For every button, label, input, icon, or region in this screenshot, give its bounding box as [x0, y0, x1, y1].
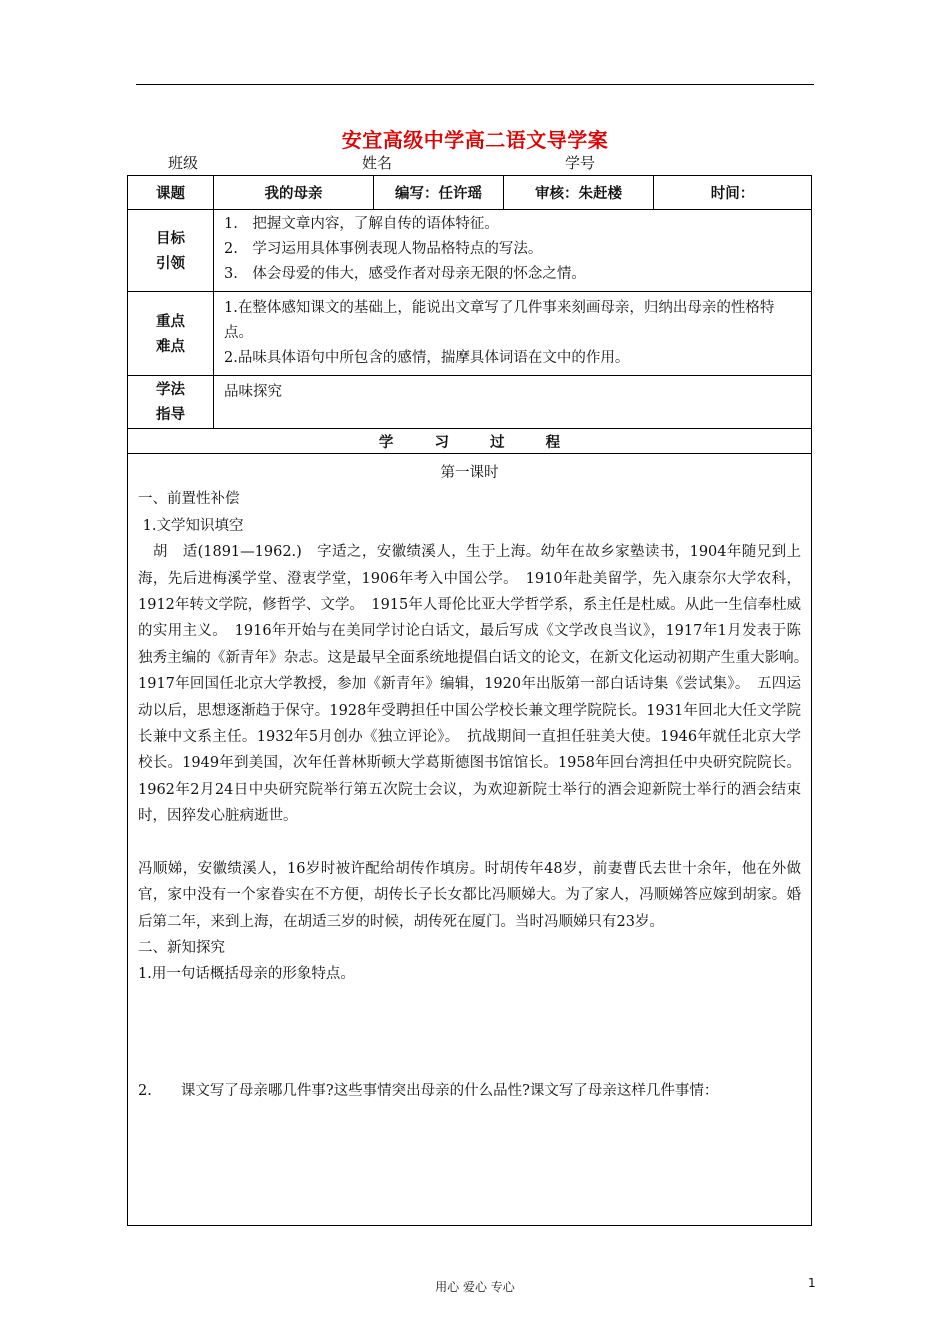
goal-item: 3. 体会母爱的伟大，感受作者对母亲无限的怀念之情。	[224, 266, 586, 282]
method-label-line2: 指导	[156, 406, 185, 423]
class-label: 班级	[168, 154, 199, 172]
keypoint-item: 2.品味具体语句中所包含的感情，揣摩具体词语在文中的作用。	[224, 350, 630, 366]
study-guide-table	[127, 175, 816, 1226]
goal-item: 1. 把握文章内容，了解自传的语体特征。	[224, 216, 499, 232]
keypoints-row	[128, 292, 812, 376]
process-heading	[128, 429, 812, 454]
process-row	[128, 429, 812, 454]
keypoints-label-line1: 重点	[156, 312, 185, 330]
top-rule	[136, 84, 814, 85]
goals-label	[128, 210, 214, 292]
name-label: 姓名	[362, 154, 393, 172]
author-text: 编写：任许瑶	[395, 185, 482, 202]
content-row	[128, 454, 812, 1226]
answer-space-1[interactable]	[138, 988, 801, 1078]
process-char: 学	[378, 433, 394, 451]
question-2: 2. 课文写了母亲哪几件事?这些事情突出母亲的什么品性?课文写了母亲这样几件事情：	[138, 1082, 719, 1099]
lesson-heading: 第一课时	[440, 465, 499, 481]
goal-item: 2. 学习运用具体事例表现人物品格特点的写法。	[224, 241, 543, 257]
goals-label-line2: 引领	[156, 254, 185, 272]
page-number: 1	[808, 1276, 816, 1290]
subsection-heading: 1.文学知识填空	[138, 517, 244, 534]
keypoints-label	[128, 292, 214, 376]
footer-slogan: 用心 爱心 专心	[435, 1280, 515, 1294]
process-char: 习	[434, 433, 449, 451]
page-title: 安宜高级中学高二语文导学案	[341, 128, 609, 152]
process-char: 程	[545, 433, 561, 451]
keypoint-item: 1.在整体感知课文的基础上，能说出文章写了几件事来刻画母亲，归纳出母亲的性格特点。	[224, 300, 775, 341]
keypoints-content	[214, 292, 812, 376]
time-cell: 时间：	[654, 176, 812, 210]
spacer	[138, 830, 801, 856]
method-label	[128, 376, 214, 429]
process-char: 过	[490, 433, 505, 451]
method-row	[128, 376, 812, 429]
question-1: 1.用一句话概括母亲的形象特点。	[138, 966, 355, 983]
content-cell	[128, 454, 816, 1226]
info-row	[128, 176, 812, 210]
hu-shi-bio: 胡 适(1891—1962.) 字适之，安徽绩溪人，生于上海。幼年在故乡家塾读书，1904年随兄到上海，先后进梅溪学堂、澄衷学堂，1906年考入中国公学。 1910年赴美留学，先入康奈尔大学农科，1912年转文学院，修哲学、文学。 1915年人哥伦比亚大学哲学系，系主任是杜威。从此一生信奉杜威的实用主义。 1916年开始与在美同学讨论白话文，最后写成《文学改良当议》，1917年1月发表于陈独秀主编的《新青年》杂志。这是最早全面系统地提倡白话文的论文，在新文化运动初期产生重大影响。 1917年回国任北京大学教授，参加《新青年》编辑，1920年出版第一部白话诗集《尝试集》。 五四运动以后，思想逐渐趋于保守。1928年受聘担任中国公学校长兼文理学院院长。1931年回北大任文学院长兼中文系主任。1932年5月创办《独立评论》。 抗战期间一直担任驻美大使。1946年就任北京大学校长。1949年到美国，次年任普林斯顿大学葛斯德图书馆馆长。1958年回台湾担任中央研究院院长。1962年2月24日中央研究院举行第五次院士会议，为欢迎新院士举行的酒会迎新院士举行的酒会结束时，因猝发心脏病逝世。	[138, 544, 816, 825]
author-cell	[374, 176, 504, 210]
method-label-line1: 学法	[156, 381, 185, 398]
goals-content	[214, 210, 812, 292]
section-heading: 一、前置性补偿	[138, 491, 240, 508]
method-value: 品味探究	[214, 376, 812, 429]
goals-label-line1: 目标	[156, 229, 185, 247]
answer-space-2[interactable]	[138, 1104, 801, 1194]
keypoints-label-line2: 难点	[156, 337, 185, 355]
goals-row	[128, 210, 812, 292]
student-id-label: 学号	[565, 154, 596, 172]
section-heading: 二、新知探究	[138, 939, 225, 956]
reviewer-cell: 审核：朱赶楼	[504, 176, 654, 210]
topic-value: 我的母亲	[214, 176, 374, 210]
feng-shundi-bio: 冯顺娣，安徽绩溪人，16岁时被许配给胡传作填房。时胡传年48岁，前妻曹氏去世十余年，他在外做官，家中没有一个家眷实在不方便，胡传长子长女都比冯顺娣大。为了家人，冯顺娣答应嫁到胡家。婚后第二年，来到上海，在胡适三岁的时候，胡传死在厦门。当时冯顺娣只有23岁。	[138, 860, 801, 930]
topic-label: 课题	[128, 176, 214, 210]
